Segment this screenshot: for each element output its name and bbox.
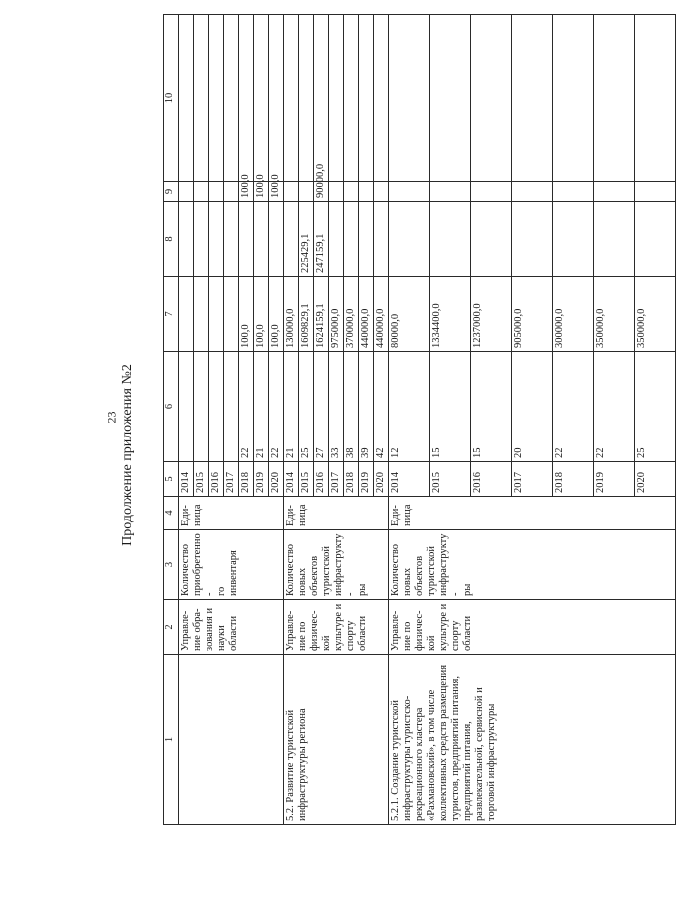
value-cell-9 [179, 15, 194, 182]
year-cell: 2020 [374, 462, 389, 497]
value-cell-5 [224, 352, 239, 462]
year-cell: 2015 [299, 462, 314, 497]
value-cell-5: 22 [594, 352, 635, 462]
col-num-3: 3 [164, 530, 179, 600]
col-num-6: 6 [164, 352, 179, 462]
indicator-cell: Количество приобретенно- го инвентаря [179, 530, 284, 600]
value-cell-5: 27 [314, 352, 329, 462]
value-cell-5: 22 [239, 352, 254, 462]
measure-cell [179, 655, 284, 825]
value-cell-6: 130000,0 [284, 277, 299, 352]
value-cell-6: 370000,0 [344, 277, 359, 352]
year-cell: 2017 [512, 462, 553, 497]
value-cell-9 [430, 15, 471, 182]
value-cell-7 [239, 202, 254, 277]
value-cell-8 [194, 182, 209, 202]
unit-cell: Еди- ница [179, 497, 284, 530]
value-cell-6: 100,0 [269, 277, 284, 352]
value-cell-6: 1609829,1 [299, 277, 314, 352]
value-cell-5: 25 [299, 352, 314, 462]
value-cell-9 [299, 15, 314, 182]
value-cell-7 [374, 202, 389, 277]
executor-cell: Управле- ние по физичес- кой культуре и спорту области [389, 600, 676, 655]
value-cell-7 [284, 202, 299, 277]
year-cell: 2014 [284, 462, 299, 497]
value-cell-6 [224, 277, 239, 352]
year-cell: 2020 [269, 462, 284, 497]
value-cell-9 [239, 15, 254, 182]
year-cell: 2019 [359, 462, 374, 497]
value-cell-5: 15 [471, 352, 512, 462]
col-num-8: 8 [164, 202, 179, 277]
value-cell-9 [329, 15, 344, 182]
value-cell-6: 1334400,0 [430, 277, 471, 352]
indicator-cell: Количество новых объектов туристской инфраструкту- ры [284, 530, 389, 600]
value-cell-8 [329, 182, 344, 202]
value-cell-9 [553, 15, 594, 182]
value-cell-8 [284, 182, 299, 202]
value-cell-7 [194, 202, 209, 277]
value-cell-5 [209, 352, 224, 462]
value-cell-7 [389, 202, 430, 277]
value-cell-8 [430, 182, 471, 202]
table-row [284, 15, 299, 825]
value-cell-8 [299, 182, 314, 202]
value-cell-8 [179, 182, 194, 202]
value-cell-8 [635, 182, 676, 202]
value-cell-5: 21 [254, 352, 269, 462]
year-cell: 2020 [635, 462, 676, 497]
value-cell-7 [553, 202, 594, 277]
value-cell-7 [359, 202, 374, 277]
value-cell-6: 80000,0 [389, 277, 430, 352]
executor-cell: Управле- ние по физичес- кой культуре и спорту области [284, 600, 389, 655]
value-cell-7 [329, 202, 344, 277]
value-cell-5 [179, 352, 194, 462]
value-cell-8: 100,0 [269, 182, 284, 202]
value-cell-7: 225429,1 [299, 202, 314, 277]
value-cell-5: 22 [553, 352, 594, 462]
value-cell-6: 100,0 [254, 277, 269, 352]
value-cell-6: 440000,0 [359, 277, 374, 352]
value-cell-6: 350000,0 [635, 277, 676, 352]
value-cell-9 [359, 15, 374, 182]
table-row [389, 15, 430, 825]
col-num-10: 10 [164, 15, 179, 182]
value-cell-6: 440000,0 [374, 277, 389, 352]
value-cell-7 [269, 202, 284, 277]
value-cell-5: 39 [359, 352, 374, 462]
year-cell: 2016 [471, 462, 512, 497]
col-num-2: 2 [164, 600, 179, 655]
value-cell-5: 25 [635, 352, 676, 462]
value-cell-6: 350000,0 [594, 277, 635, 352]
value-cell-7 [594, 202, 635, 277]
value-cell-9 [471, 15, 512, 182]
table-body [179, 15, 676, 825]
value-cell-6 [179, 277, 194, 352]
value-cell-8 [389, 182, 430, 202]
value-cell-6: 975000,0 [329, 277, 344, 352]
unit-cell: Еди- ница [284, 497, 389, 530]
value-cell-8 [374, 182, 389, 202]
value-cell-9 [389, 15, 430, 182]
col-num-5: 5 [164, 462, 179, 497]
value-cell-7 [344, 202, 359, 277]
value-cell-8 [359, 182, 374, 202]
value-cell-7 [179, 202, 194, 277]
value-cell-8 [553, 182, 594, 202]
value-cell-6: 905000,0 [512, 277, 553, 352]
value-cell-9 [254, 15, 269, 182]
value-cell-7 [224, 202, 239, 277]
value-cell-5 [194, 352, 209, 462]
value-cell-5: 21 [284, 352, 299, 462]
value-cell-6: 1624159,1 [314, 277, 329, 352]
year-cell: 2015 [194, 462, 209, 497]
col-num-9: 9 [164, 182, 179, 202]
unit-cell: Еди- ница [389, 497, 676, 530]
value-cell-9 [209, 15, 224, 182]
value-cell-9 [284, 15, 299, 182]
value-cell-8 [594, 182, 635, 202]
value-cell-7 [512, 202, 553, 277]
value-cell-9 [374, 15, 389, 182]
value-cell-8 [471, 182, 512, 202]
value-cell-7 [430, 202, 471, 277]
value-cell-5: 15 [430, 352, 471, 462]
measure-cell: 5.2. Развитие туристской инфраструктуры региона [284, 655, 389, 825]
year-cell: 2016 [209, 462, 224, 497]
measure-cell: 5.2.1. Создание туристской инфраструктуры туристско-рекреационного кластера «Рахмановский», в том числе коллективных средств размещения туристов, предприятий питания, предприятий питания, развлекательной, сервисной и торговой инфраструктуры [389, 655, 676, 825]
value-cell-8 [209, 182, 224, 202]
column-number-row [164, 15, 179, 825]
value-cell-5: 22 [269, 352, 284, 462]
value-cell-6 [194, 277, 209, 352]
value-cell-8: 100,0 [239, 182, 254, 202]
value-cell-8 [224, 182, 239, 202]
value-cell-9 [635, 15, 676, 182]
year-cell: 2019 [594, 462, 635, 497]
value-cell-7 [635, 202, 676, 277]
value-cell-9 [224, 15, 239, 182]
value-cell-8: 90000,0 [314, 182, 329, 202]
col-num-1: 1 [164, 655, 179, 825]
year-cell: 2019 [254, 462, 269, 497]
year-cell: 2017 [224, 462, 239, 497]
year-cell: 2018 [239, 462, 254, 497]
year-cell: 2018 [553, 462, 594, 497]
year-cell: 2017 [329, 462, 344, 497]
value-cell-7 [471, 202, 512, 277]
value-cell-9 [344, 15, 359, 182]
value-cell-9 [314, 15, 329, 182]
value-cell-8 [344, 182, 359, 202]
col-num-4: 4 [164, 497, 179, 530]
value-cell-7: 247159,1 [314, 202, 329, 277]
page-heading [120, 364, 148, 546]
value-cell-5: 42 [374, 352, 389, 462]
value-cell-9 [594, 15, 635, 182]
year-cell: 2014 [389, 462, 430, 497]
value-cell-6: 300000,0 [553, 277, 594, 352]
year-cell: 2016 [314, 462, 329, 497]
value-cell-6: 100,0 [239, 277, 254, 352]
year-cell: 2014 [179, 462, 194, 497]
value-cell-6: 1237000,0 [471, 277, 512, 352]
col-num-7: 7 [164, 277, 179, 352]
heading-text: Продолжение приложения №2 [120, 364, 135, 546]
value-cell-7 [209, 202, 224, 277]
value-cell-8: 100,0 [254, 182, 269, 202]
value-cell-5: 38 [344, 352, 359, 462]
value-cell-5: 20 [512, 352, 553, 462]
year-cell: 2018 [344, 462, 359, 497]
value-cell-9 [269, 15, 284, 182]
value-cell-6 [209, 277, 224, 352]
value-cell-9 [194, 15, 209, 182]
value-cell-5: 33 [329, 352, 344, 462]
value-cell-8 [512, 182, 553, 202]
executor-cell: Управле- ние обра- зования и науки области [179, 600, 284, 655]
table-row [179, 15, 194, 825]
value-cell-5: 12 [389, 352, 430, 462]
value-cell-9 [512, 15, 553, 182]
program-table [163, 14, 676, 825]
year-cell: 2015 [430, 462, 471, 497]
value-cell-7 [254, 202, 269, 277]
rotated-table-container [163, 15, 647, 825]
indicator-cell: Количество новых объектов туристской инфраструкту- ры [389, 530, 676, 600]
page-number: 23 [104, 411, 119, 424]
